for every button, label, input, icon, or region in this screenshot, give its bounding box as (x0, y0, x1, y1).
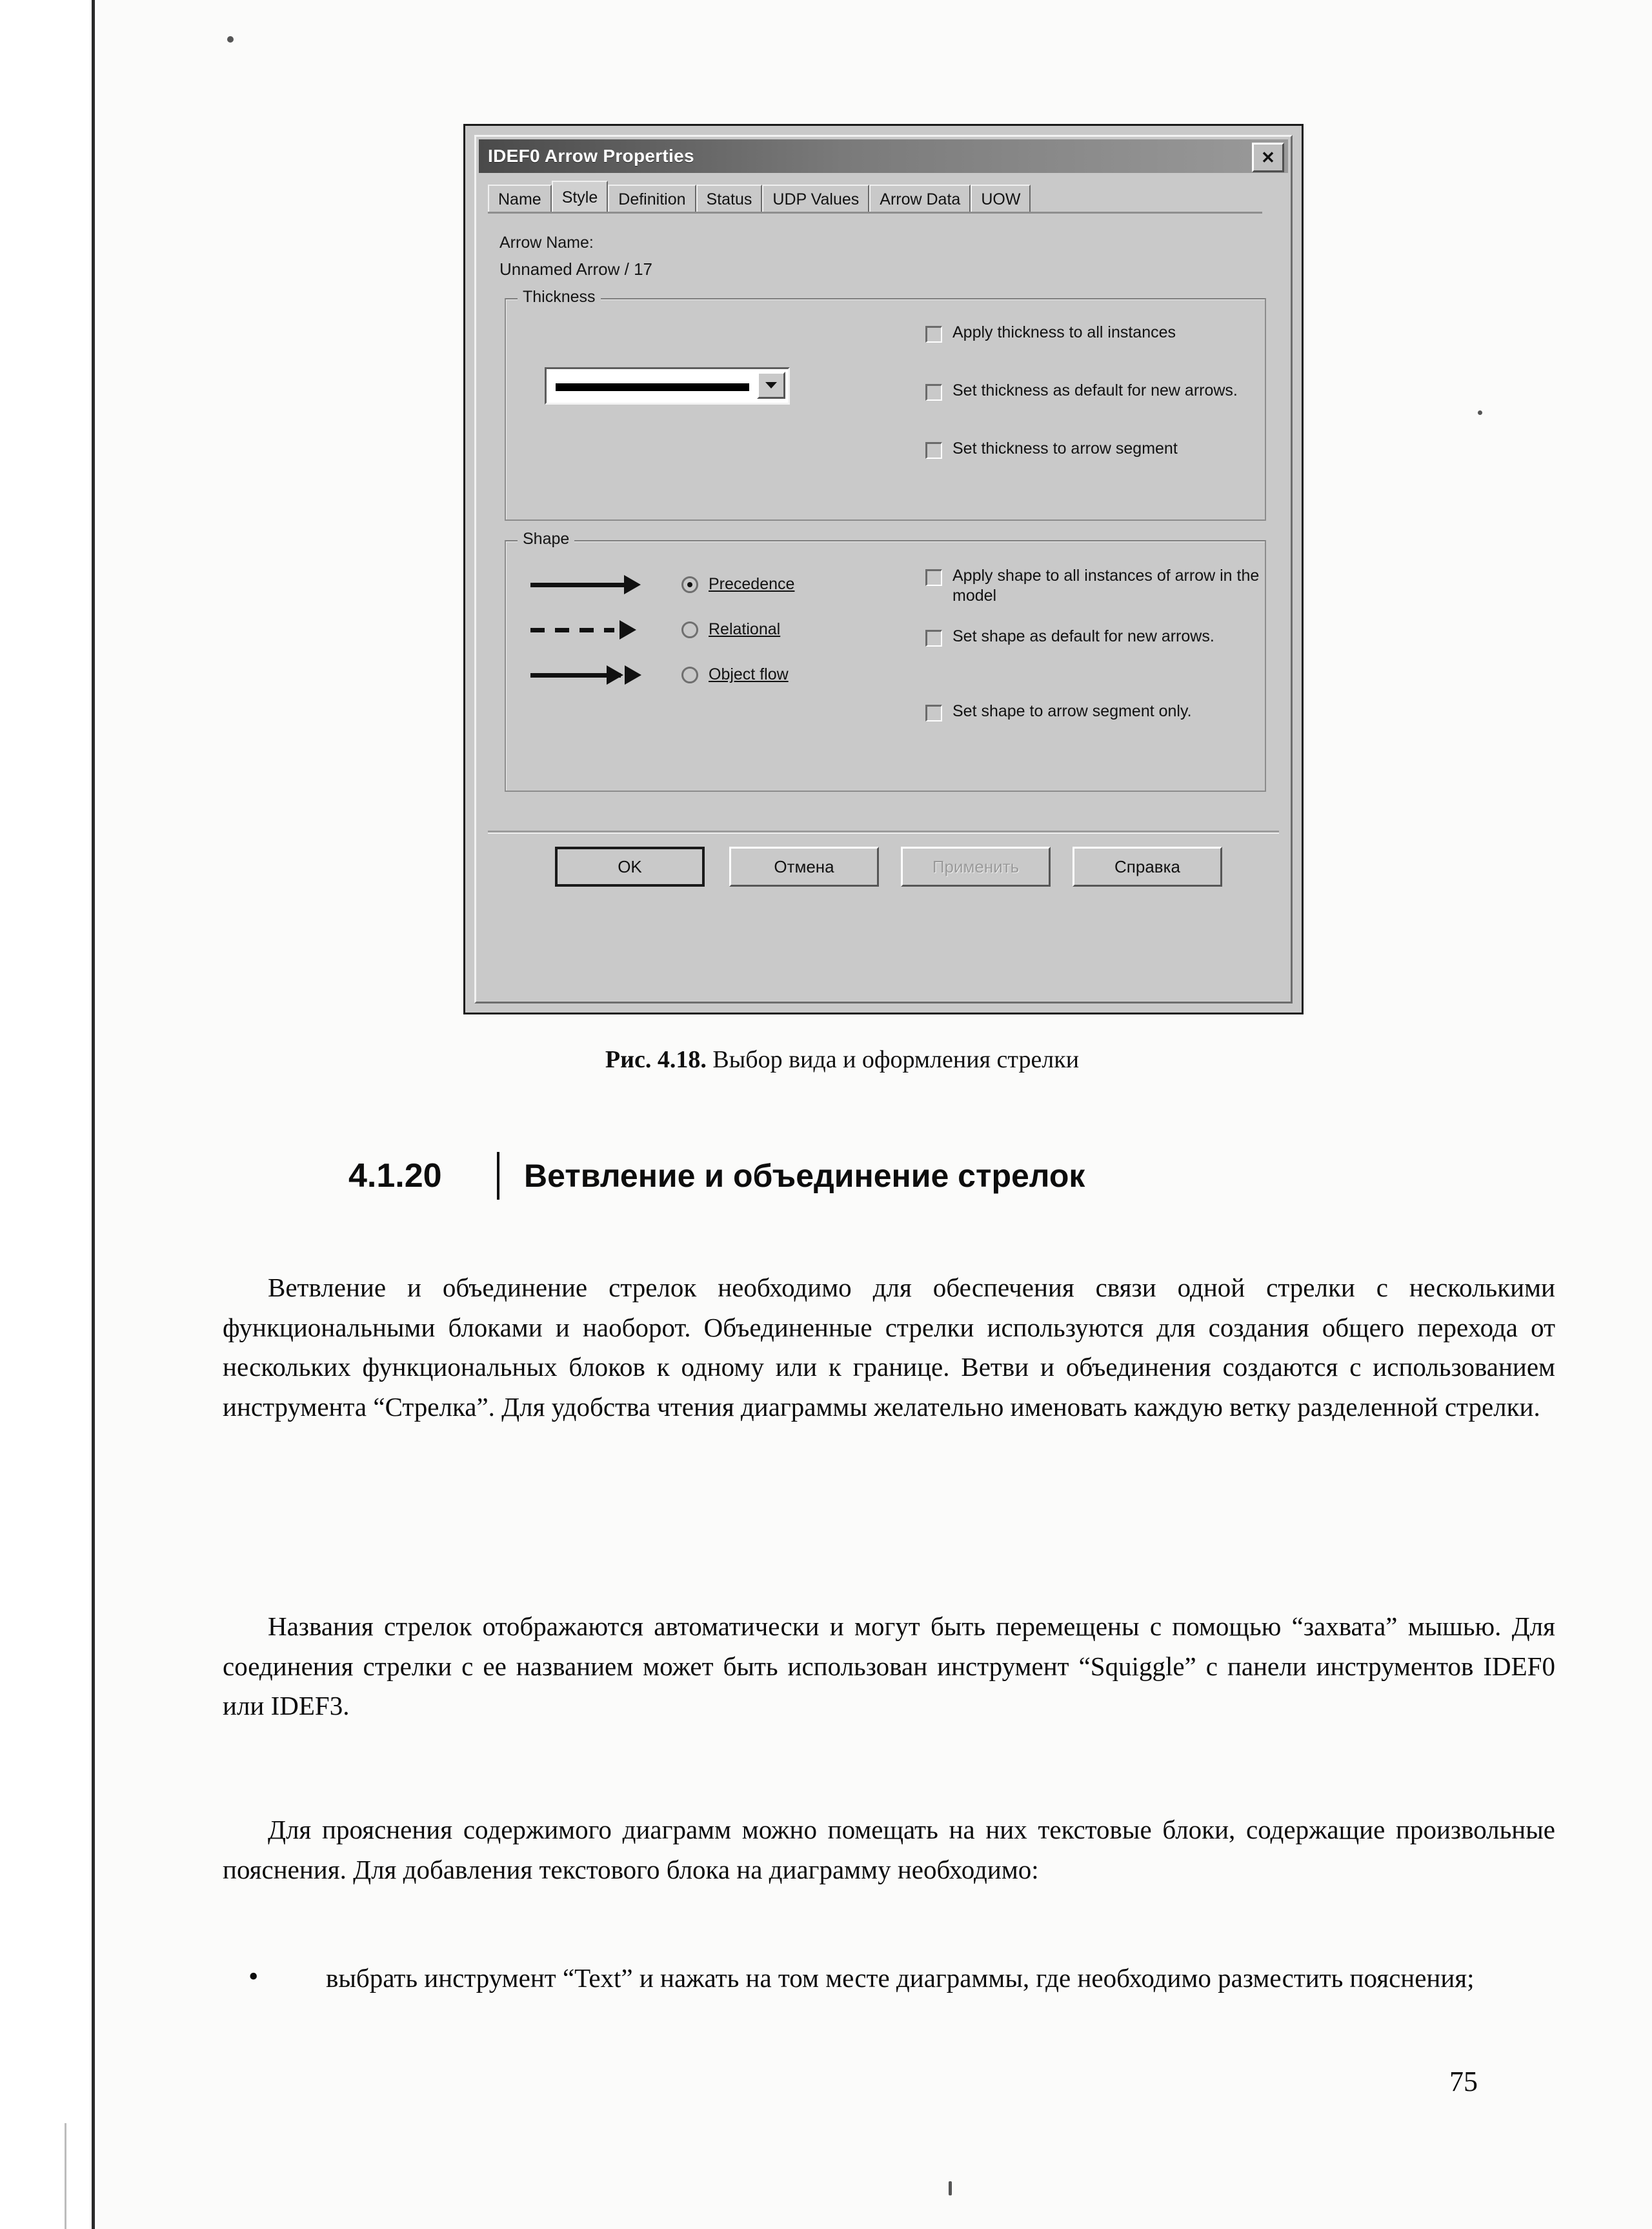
tab-definition[interactable]: Definition (608, 185, 696, 213)
paragraph-3: Для прояснения содержимого диаграмм можно помещать на них текстовые блоки, содержащие произвольные пояснения. Для добавления текстового блока на диаграмму необходимо: (223, 1815, 1555, 1884)
checkbox-label: Set thickness as default for new arrows. (952, 381, 1238, 399)
checkbox-shape-segment-only[interactable] (925, 701, 1267, 721)
radio-label: Object flow (709, 665, 789, 683)
cancel-button[interactable]: Отмена (729, 847, 879, 887)
shape-group (505, 530, 1266, 792)
checkbox-box[interactable] (925, 384, 942, 401)
scan-binding-line-lower (65, 2123, 66, 2229)
scan-speck (227, 36, 234, 43)
scan-left-margin (0, 0, 97, 2229)
relational-arrow-icon (530, 620, 653, 640)
checkbox-label: Apply thickness to all instances (952, 323, 1176, 341)
figure-caption (97, 1045, 1587, 1074)
dialog-inner-frame (474, 135, 1293, 1004)
scan-speck (949, 2181, 952, 2195)
radio-object-flow[interactable] (681, 665, 789, 684)
thickness-legend: Thickness (518, 288, 601, 307)
thickness-preview-line (556, 383, 749, 391)
checkbox-thickness-segment[interactable] (925, 439, 1274, 459)
radio-precedence[interactable] (681, 575, 794, 594)
tab-udp-values[interactable]: UDP Values (762, 185, 869, 213)
checkbox-box[interactable] (925, 326, 942, 343)
arrow-name-label: Arrow Name: (499, 234, 594, 252)
checkbox-label: Set shape as default for new arrows. (952, 627, 1214, 645)
idef0-arrow-properties-dialog[interactable] (463, 124, 1304, 1014)
paragraph-2: Названия стрелок отображаются автоматически и могут быть перемещены с помощью “захвата” мышью. Для соединения стрелки с ее названием может быть использован инструмент “Squiggle” с панели инструментов IDEF0 или IDEF3. (223, 1611, 1555, 1720)
shape-legend: Shape (518, 530, 574, 549)
checkbox-apply-thickness-all[interactable] (925, 323, 1261, 343)
dialog-separator (488, 831, 1279, 834)
page-number: 75 (1449, 2066, 1478, 2097)
radio-button[interactable] (681, 621, 698, 638)
list-item (223, 1959, 1555, 1999)
radio-label: Relational (709, 620, 781, 638)
checkbox-label: Set thickness to arrow segment (952, 439, 1178, 458)
object-flow-arrow-icon (530, 665, 660, 685)
figure-caption-text: Выбор вида и оформления стрелки (706, 1046, 1080, 1073)
tab-status[interactable]: Status (696, 185, 763, 213)
section-title: Ветвление и объединение стрелок (524, 1158, 1085, 1194)
apply-button: Применить (901, 847, 1051, 887)
close-icon[interactable]: ✕ (1252, 143, 1284, 172)
dialog-title: IDEF0 Arrow Properties (488, 146, 694, 166)
checkbox-label: Set shape to arrow segment only. (952, 702, 1192, 720)
tab-uow[interactable]: UOW (971, 185, 1031, 213)
section-number: 4.1.20 (348, 1157, 442, 1195)
checkbox-box[interactable] (925, 569, 942, 586)
ok-button[interactable]: OK (555, 847, 705, 887)
thickness-combo[interactable] (545, 367, 790, 405)
scan-binding-line (92, 0, 95, 2229)
paragraph-1-wrap (223, 1268, 1555, 1427)
arrow-name-value: Unnamed Arrow / 17 (499, 259, 653, 279)
dialog-button-row (488, 847, 1279, 892)
tab-name[interactable]: Name (488, 185, 552, 213)
checkbox-box[interactable] (925, 705, 942, 721)
list-item-text: выбрать инструмент “Text” и нажать на том месте диаграммы, где необходимо разместить пояснения; (326, 1963, 1475, 1993)
radio-button[interactable] (681, 667, 698, 683)
radio-button[interactable] (681, 576, 698, 593)
checkbox-apply-shape-all[interactable] (925, 566, 1267, 605)
paragraph-1: Ветвление и объединение стрелок необходимо для обеспечения связи одной стрелки с несколькими функциональными блоками и наоборот. Объединенные стрелки используются для создания общего перехода от нескольких функциональных блоков к одному или к границе. Ветви и объединения создаются с использованием инструмента “Стрелка”. Для удобства чтения диаграммы желательно именовать каждую ветку разделенной стрелки. (223, 1273, 1555, 1422)
checkbox-label: Apply shape to all instances of arrow in the model (952, 567, 1260, 605)
checkbox-box[interactable] (925, 630, 942, 647)
scan-speck (1478, 410, 1482, 415)
tab-underline (488, 212, 1262, 214)
paragraph-3-wrap (223, 1810, 1555, 1890)
section-divider (497, 1152, 499, 1200)
checkbox-shape-default[interactable] (925, 627, 1267, 647)
radio-label: Precedence (709, 575, 795, 593)
chevron-down-icon[interactable] (757, 372, 785, 399)
thickness-group (505, 288, 1266, 521)
checkbox-thickness-default[interactable] (925, 381, 1274, 401)
paragraph-2-wrap (223, 1607, 1555, 1726)
section-heading (348, 1152, 1549, 1200)
precedence-arrow-icon (530, 575, 653, 594)
bullet-icon: • (248, 1961, 259, 1992)
tab-strip[interactable] (488, 179, 1279, 213)
radio-relational[interactable] (681, 620, 780, 639)
help-button[interactable]: Справка (1073, 847, 1222, 887)
checkbox-box[interactable] (925, 442, 942, 459)
figure-caption-number: Рис. 4.18. (605, 1046, 707, 1073)
tab-style[interactable]: Style (552, 181, 609, 213)
tab-arrow-data[interactable]: Arrow Data (869, 185, 971, 213)
dialog-titlebar[interactable] (479, 139, 1288, 173)
